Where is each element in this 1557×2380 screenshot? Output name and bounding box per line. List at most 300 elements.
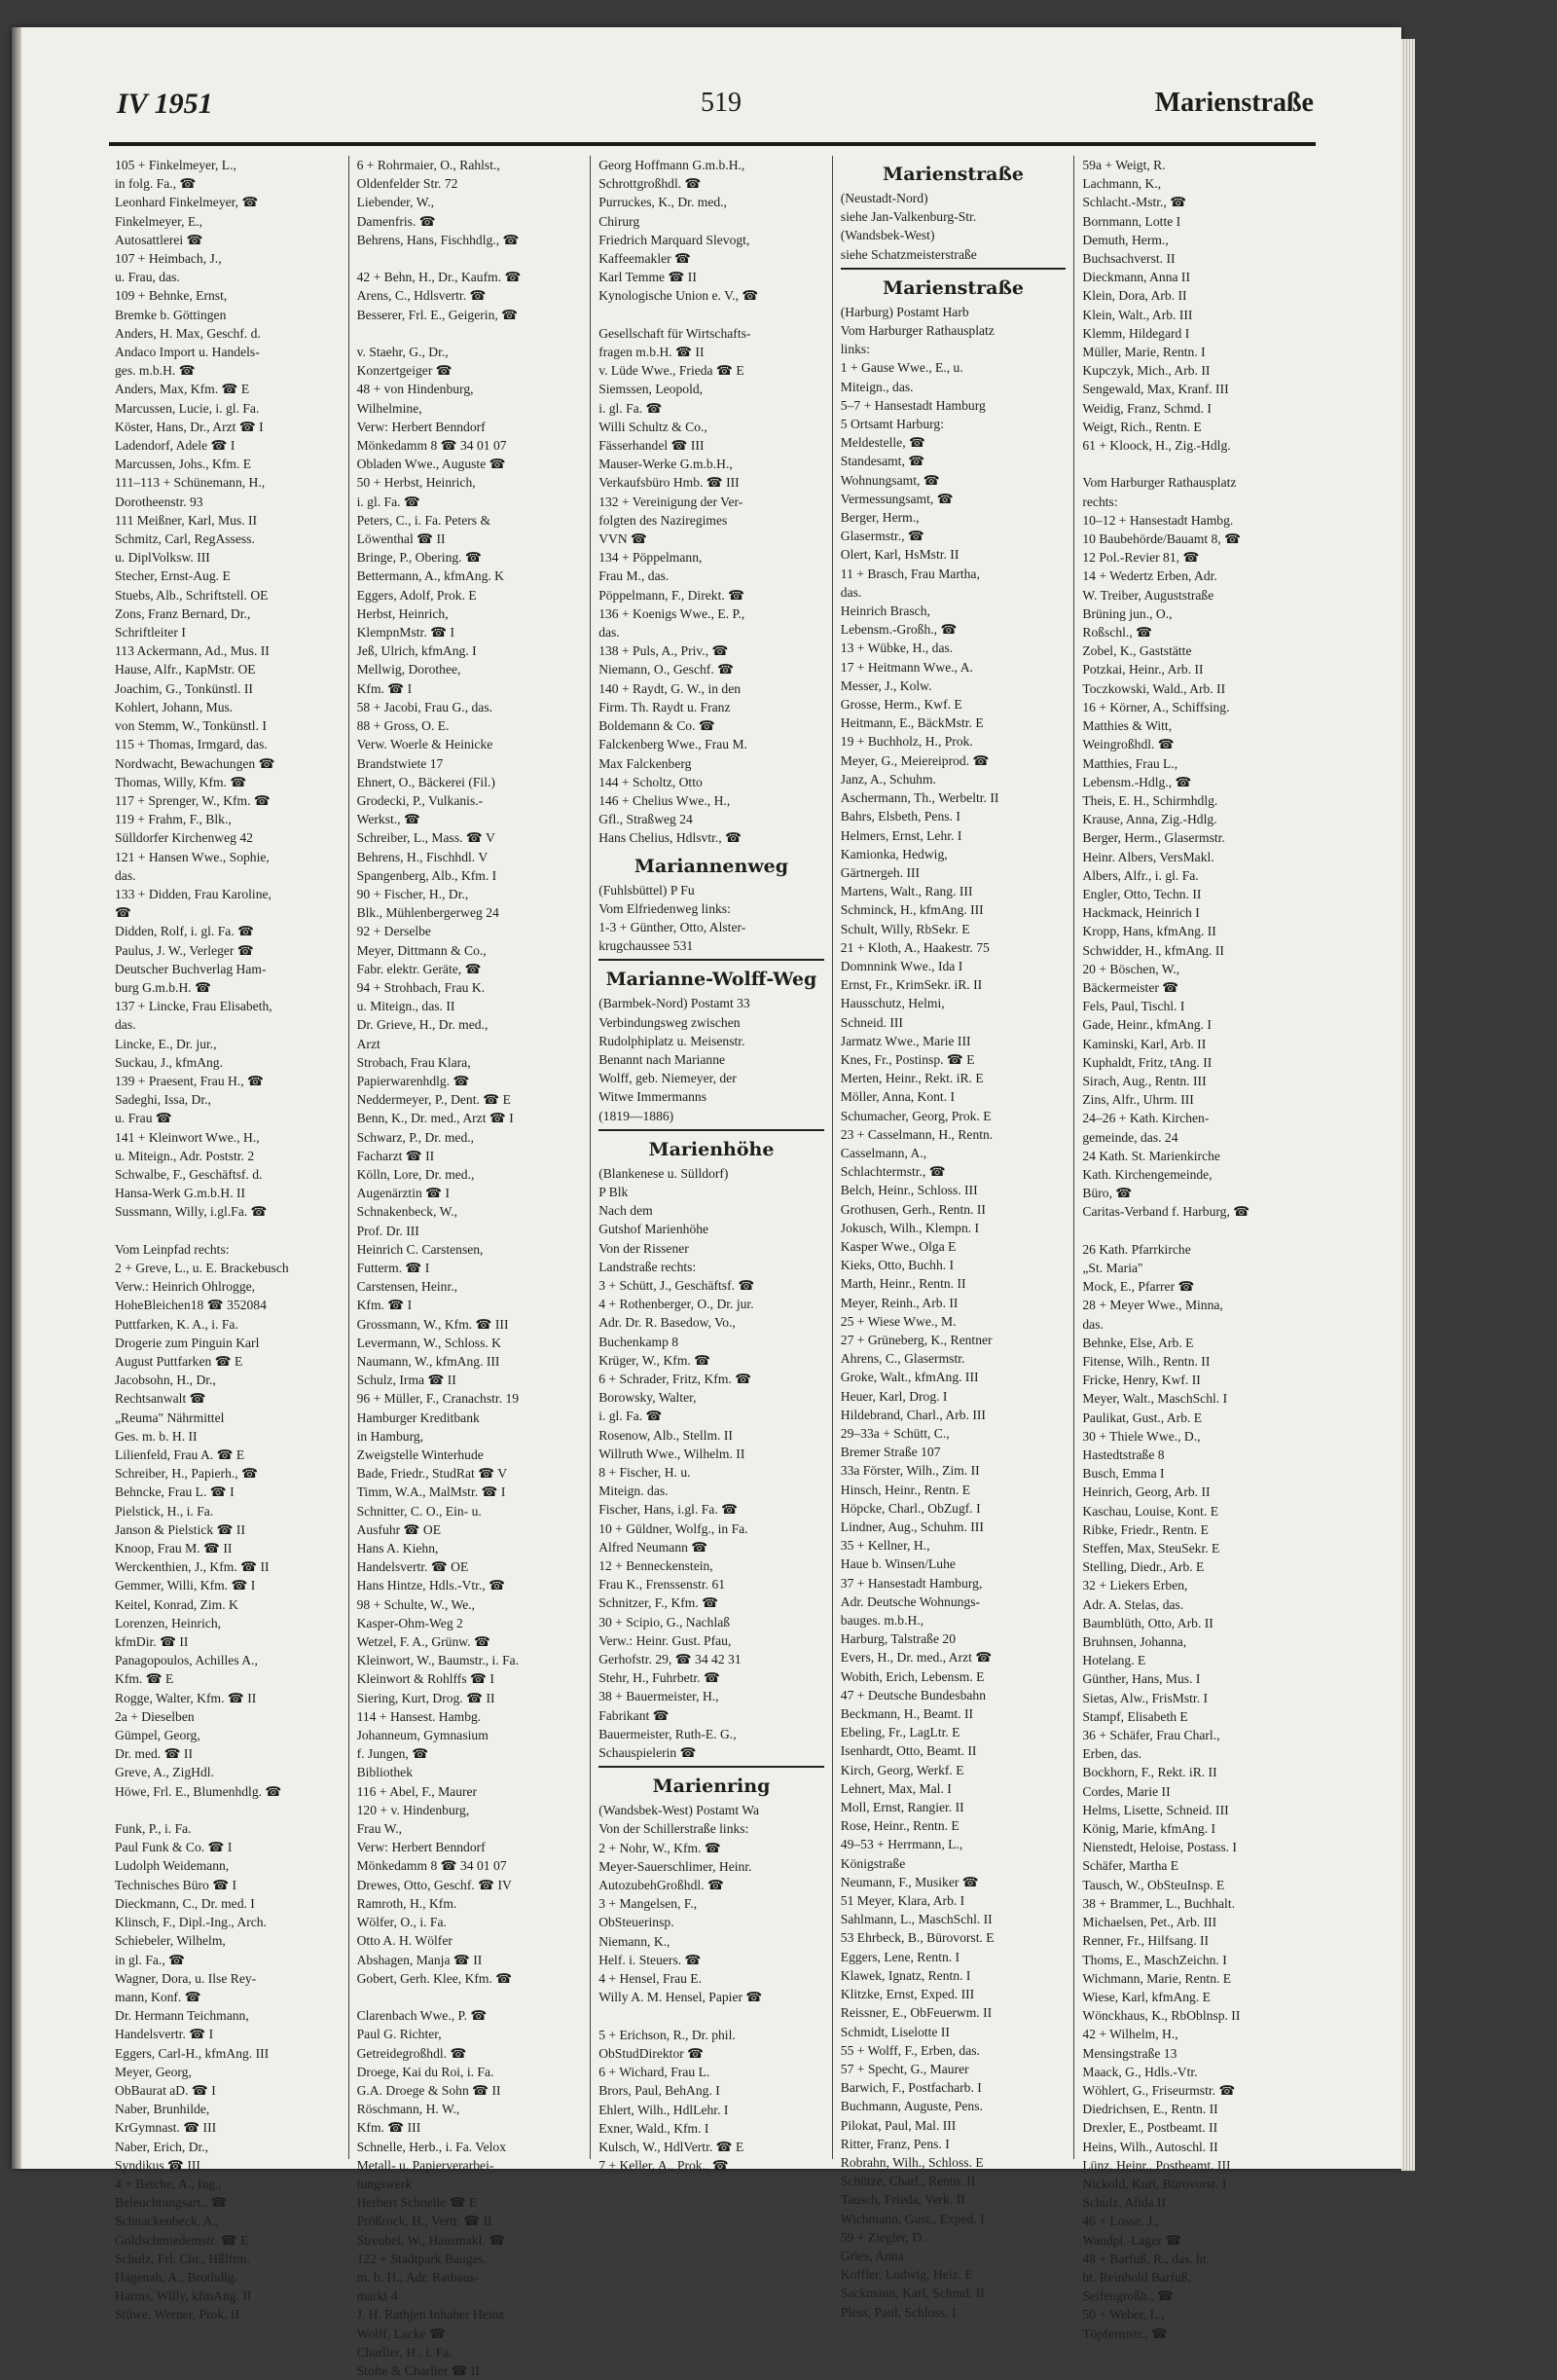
directory-entry: 17 + Heitmann Wwe., A.	[840, 659, 973, 675]
directory-entry: 30 + Scipio, G., Nachlaß	[598, 1614, 731, 1629]
directory-entry: Berger, Herm., Glasermstr.	[1082, 830, 1225, 846]
directory-entry: Papierwarenhdlg. ☎	[356, 1073, 470, 1088]
directory-entry: Max Falckenberg	[598, 755, 692, 771]
directory-entry: Paul Funk & Co. ☎ I	[115, 1840, 233, 1855]
directory-entry: Kfm. ☎ III	[356, 2120, 421, 2136]
directory-entry: 12 Pol.-Revier 81, ☎	[1082, 550, 1200, 566]
directory-entry: Zins, Alfr., Uhrm. III	[1082, 1092, 1194, 1108]
street-heading: Marienhöhe	[648, 1138, 775, 1160]
directory-entry: 23 + Casselmann, H., Rentn.	[840, 1126, 994, 1142]
directory-entry: 115 + Thomas, Irmgard, das.	[115, 737, 268, 752]
directory-entry: Siering, Kurt, Drog. ☎ II	[356, 1690, 495, 1705]
directory-entry: W. Treiber, Auguststraße	[1082, 587, 1214, 603]
directory-entry: Joachim, G., Tonkünstl. II	[115, 680, 253, 696]
directory-entry: 5 + Erichson, R., Dr. phil.	[598, 2027, 736, 2042]
directory-entry: Schiebeler, Wilhelm,	[115, 1933, 226, 1949]
directory-entry: Hansa-Werk G.m.b.H. II	[115, 1186, 246, 1201]
directory-entry: 27 + Grüneberg, K., Rentner	[840, 1332, 993, 1347]
directory-entry: Klein, Dora, Arb. II	[1082, 288, 1187, 304]
column-3	[590, 156, 832, 2174]
directory-entry: Kaffeemakler ☎	[598, 251, 691, 267]
directory-entry: Vom Harburger Rathausplatz	[840, 323, 995, 339]
section-divider	[598, 1129, 824, 1131]
directory-entry: (Harburg) Postamt Harb	[840, 304, 969, 319]
directory-entry: 117 + Sprenger, W., Kfm. ☎	[115, 792, 271, 808]
directory-entry: Adr. A. Stelas, das.	[1082, 1596, 1184, 1612]
directory-entry: Boldemann & Co. ☎	[598, 718, 715, 734]
directory-entry: Schminck, H., kfmAng. III	[840, 902, 984, 918]
directory-entry: 5 Ortsamt Harburg:	[840, 417, 944, 432]
directory-entry: Gade, Heinr., kfmAng. I	[1082, 1017, 1212, 1033]
directory-entry: Bremer Straße 107	[840, 1445, 941, 1460]
directory-entry: Meyer, Georg,	[115, 2064, 192, 2079]
directory-entry: Schmidt, Liselotte II	[840, 2024, 950, 2039]
directory-entry: Steffen, Max, SteuSekr. E	[1082, 1541, 1220, 1556]
directory-entry: Möller, Anna, Kont. I	[840, 1089, 956, 1105]
directory-entry: Berger, Herm.,	[840, 510, 920, 526]
directory-entry: Krüger, W., Kfm. ☎	[598, 1352, 711, 1368]
directory-entry: 33a Förster, Wilh., Zim. II	[840, 1463, 980, 1479]
directory-entry: Tausch, W., ObSteuInsp. E	[1082, 1877, 1225, 1892]
directory-entry: Hamburger Kreditbank	[356, 1410, 480, 1425]
directory-entry: Frau K., Frenssenstr. 61	[598, 1577, 726, 1593]
directory-entry: Facharzt ☎ II	[356, 1148, 435, 1163]
directory-entry: Schlachtermstr., ☎	[840, 1164, 946, 1180]
directory-entry: Kynologische Union e. V., ☎	[598, 288, 759, 304]
directory-entry: Hans Chelius, Hdlsvtr., ☎	[598, 830, 742, 846]
directory-entry: Stecher, Ernst-Aug. E	[115, 568, 231, 584]
directory-entry: Werkst., ☎	[356, 812, 420, 827]
directory-entry: Schulz, Frl. Chr., Hßlftm.	[115, 2251, 250, 2266]
directory-entry: Köster, Hans, Dr., Arzt ☎ I	[115, 419, 264, 434]
directory-entry: Funk, P., i. Fa.	[115, 1821, 192, 1837]
directory-entry: Verw. Woerle & Heinicke	[356, 737, 493, 752]
directory-entry: Schütze, Charl., Rentn. II	[840, 2174, 976, 2189]
street-heading: Marianne-Wolff-Weg	[605, 969, 817, 991]
directory-entry: das.	[840, 584, 862, 600]
directory-entry: 133 + Didden, Frau Karoline,	[115, 886, 272, 901]
directory-entry: Harburg, Talstraße 20	[840, 1631, 956, 1647]
directory-entry: Knoop, Frau M. ☎ II	[115, 1541, 233, 1556]
directory-entry: Schauspielerin ☎	[598, 1745, 697, 1761]
directory-entry: Dr. Hermann Teichmann,	[115, 2008, 249, 2024]
directory-entry: Hackmack, Heinrich I	[1082, 905, 1200, 921]
directory-entry: Hagenah, A., Brothdlg.	[115, 2269, 238, 2285]
directory-entry: Zobel, K., Gaststätte	[1082, 643, 1192, 659]
directory-entry: Bäckermeister ☎	[1082, 979, 1179, 995]
directory-entry: Wandpl.-Lager ☎	[1082, 2232, 1182, 2248]
directory-entry: Dr. Grieve, H., Dr. med.,	[356, 1017, 489, 1033]
directory-entry: Kleinwort, W., Baumstr., i. Fa.	[356, 1653, 520, 1668]
directory-entry: Matthies, Frau L.,	[1082, 755, 1178, 771]
directory-entry: Diedrichsen, E., Rentn. II	[1082, 2102, 1218, 2117]
header-rule	[109, 142, 1316, 146]
directory-entry: Bruhnsen, Johanna,	[1082, 1634, 1187, 1650]
directory-entry: Verw.: Heinrich Ohlrogge,	[115, 1279, 256, 1295]
directory-entry: Pless, Paul, Schloss. I	[840, 2304, 957, 2320]
directory-entry: König, Marie, kfmAng. I	[1082, 1821, 1216, 1837]
directory-entry: Georg Hoffmann G.m.b.H.,	[598, 158, 745, 172]
directory-entry: Neumann, F., Musiker ☎	[840, 1874, 979, 1889]
directory-entry: 49–53 + Herrmann, L.,	[840, 1837, 963, 1852]
directory-entry: Ernst, Fr., KrimSekr. iR. II	[840, 977, 983, 993]
directory-entry: Marcussen, Lucie, i. gl. Fa.	[115, 400, 260, 416]
directory-entry: Verw: Herbert Benndorf	[356, 419, 486, 434]
directory-entry: Borowsky, Walter,	[598, 1390, 697, 1406]
directory-entry: Günther, Hans, Mus. I	[1082, 1671, 1201, 1687]
directory-entry: Marth, Heinr., Rentn. II	[840, 1276, 966, 1292]
directory-entry: Kasper Wwe., Olga E	[840, 1238, 957, 1254]
directory-entry: Heinrich Brasch,	[840, 604, 930, 619]
directory-entry: Hans Hintze, Hdls.-Vtr., ☎	[356, 1578, 506, 1593]
directory-entry: 59 + Ziegler, D.	[840, 2229, 925, 2245]
directory-entry: Pilokat, Paul, Mal. III	[840, 2117, 957, 2133]
directory-entry: Ges. m. b. H. II	[115, 1428, 198, 1444]
directory-entry: Schreiber, H., Papierh., ☎	[115, 1466, 259, 1482]
directory-entry: Eggers, Adolf, Prok. E	[356, 587, 477, 603]
directory-entry: Meyer-Sauerschlimer, Heinr.	[598, 1858, 752, 1874]
directory-entry: Krause, Anna, Zig.-Hdlg.	[1082, 812, 1217, 827]
directory-entry: u. DiplVolksw. III	[115, 550, 210, 566]
directory-entry: Casselmann, A.,	[840, 1145, 927, 1160]
directory-entry: Kfm. ☎ I	[356, 680, 413, 696]
directory-entry: 36 + Schäfer, Frau Charl.,	[1082, 1728, 1220, 1743]
directory-entry: Helmers, Ernst, Lehr. I	[840, 827, 962, 843]
directory-entry: Ritter, Franz, Pens. I	[840, 2136, 950, 2151]
directory-entry: Verw.: Heinr. Gust. Pfau,	[598, 1632, 732, 1648]
directory-entry: Gutshof Marienhöhe	[598, 1222, 709, 1237]
directory-entry: Benn, K., Dr. med., Arzt ☎ I	[356, 1111, 514, 1126]
directory-entry: Bibliothek	[356, 1765, 413, 1780]
directory-entry: Schwidder, H., kfmAng. II	[1082, 942, 1224, 958]
directory-entry: Helms, Lisette, Schneid. III	[1082, 1802, 1229, 1817]
directory-entry: Syndikus ☎ III	[115, 2157, 200, 2173]
directory-entry: Hildebrand, Charl., Arb. III	[840, 1407, 986, 1422]
directory-entry: Frau M., das.	[598, 568, 670, 584]
directory-entry: Wolff, Lacke ☎	[356, 2325, 447, 2341]
directory-entry: (Wandsbek-West)	[840, 228, 935, 243]
directory-entry: Hotelang. E	[1082, 1653, 1146, 1668]
directory-entry: Gfl., Straßweg 24	[598, 812, 693, 827]
directory-entry: 50 + Weber, L.,	[1082, 2307, 1165, 2323]
directory-entry: Aschermann, Th., Werbeltr. II	[840, 790, 999, 806]
directory-entry: P Blk	[598, 1184, 629, 1199]
column-2	[348, 156, 591, 2378]
directory-entry: Jokusch, Wilh., Klempn. I	[840, 1220, 980, 1235]
directory-entry: 42 + Behn, H., Dr., Kaufm. ☎	[356, 270, 522, 285]
directory-entry: 136 + Koenigs Wwe., E. P.,	[598, 605, 745, 621]
directory-entry: VVN ☎	[598, 531, 647, 547]
directory-entry: rechts:	[1082, 494, 1118, 509]
directory-entry: Charlier, H., i. Fa.	[356, 2344, 453, 2360]
directory-entry: Schwalbe, F., Geschäftsf. d.	[115, 1166, 263, 1182]
column-5	[1073, 156, 1316, 2341]
directory-entry: ObSteuerinsp.	[598, 1915, 674, 1930]
directory-entry: f. Jungen, ☎	[356, 1746, 429, 1762]
directory-entry: Theis, E. H., Schirmhdlg.	[1082, 792, 1218, 808]
directory-entry: 29–33a + Schütt, C.,	[840, 1426, 950, 1441]
directory-entry: (Fuhlsbüttel) P Fu	[598, 882, 695, 897]
directory-entry: Meyer, G., Meiereiprod. ☎	[840, 752, 990, 768]
directory-entry: Knes, Fr., Postinsp. ☎ E	[840, 1051, 975, 1067]
directory-entry: 61 + Kloock, H., Zig.-Hdlg.	[1082, 438, 1231, 454]
directory-entry: (Neustadt-Nord)	[840, 191, 928, 205]
directory-entry: bauges. m.b.H.,	[840, 1613, 924, 1629]
directory-entry: Lincke, E., Dr. jur.,	[115, 1036, 217, 1051]
directory-entry: Stolte & Charlier ☎ II	[356, 2362, 481, 2378]
directory-entry: Fricke, Henry, Kwf. II	[1082, 1373, 1201, 1388]
directory-entry: 109 + Behnke, Ernst,	[115, 288, 228, 304]
directory-entry: Schlacht.-Mstr., ☎	[1082, 195, 1187, 210]
directory-entry: Wobith, Erich, Lebensm. E	[840, 1668, 985, 1684]
directory-entry: Koffler, Ludwig, Heiz. E	[840, 2267, 973, 2283]
directory-entry: Gerhofstr. 29, ☎ 34 42 31	[598, 1652, 742, 1667]
directory-entry: Eggers, Lene, Rentn. I	[840, 1949, 960, 1964]
directory-entry: 92 + Derselbe	[356, 924, 431, 939]
directory-entry: 2a + Dieselben	[115, 1708, 195, 1724]
directory-entry: ht. Reinhold Barfuß,	[1082, 2269, 1192, 2285]
directory-entry: 111–113 + Schünemann, H.,	[115, 475, 266, 491]
directory-entry: Martens, Walt., Rang. III	[840, 884, 973, 899]
directory-entry: Busch, Emma I	[1082, 1466, 1165, 1482]
directory-entry: Schreiber, L., Mass. ☎ V	[356, 830, 495, 846]
directory-entry: Nach dem	[598, 1203, 653, 1219]
directory-entry: Getreidegroßhdl. ☎	[356, 2045, 467, 2061]
directory-entry: 24–26 + Kath. Kirchen-	[1082, 1111, 1210, 1126]
directory-entry: Leonhard Finkelmeyer, ☎	[115, 195, 259, 210]
book-spine	[12, 27, 21, 2169]
directory-entry: Evers, H., Dr. med., Arzt ☎	[840, 1650, 993, 1666]
directory-entry: Tausch, Frieda, Verk. II	[840, 2192, 965, 2208]
directory-entry: Wichmann, Gust., Exped. I	[840, 2211, 985, 2226]
directory-entry: Mönkedamm 8 ☎ 34 01 07	[356, 438, 507, 454]
directory-entry: 46 + Losse, J.,	[1082, 2214, 1160, 2229]
directory-entry: Weidig, Franz, Schmd. I	[1082, 400, 1212, 416]
directory-entry: Behnke, Else, Arb. E	[1082, 1335, 1194, 1350]
directory-entry: Kaschau, Louise, Kont. E	[1082, 1503, 1219, 1519]
directory-entry: Brandstwiete 17	[356, 755, 444, 771]
directory-entry: (Wandsbek-West) Postamt Wa	[598, 1803, 760, 1818]
directory-entry: Paul G. Richter,	[356, 2027, 442, 2042]
directory-columns	[107, 156, 1316, 2378]
directory-entry: Potzkai, Heinr., Arb. II	[1082, 662, 1204, 677]
directory-entry: Grodecki, P., Vulkanis.-	[356, 792, 484, 808]
directory-entry: Thoms, E., MaschZeichn. I	[1082, 1952, 1227, 1967]
directory-entry: Standesamt, ☎	[840, 454, 925, 469]
directory-entry: gemeinde, das. 24	[1082, 1129, 1178, 1145]
directory-entry: Verkaufsbüro Hmb. ☎ III	[598, 475, 740, 491]
directory-entry	[115, 1222, 341, 1240]
directory-entry: in folg. Fa., ☎	[115, 176, 197, 192]
directory-entry: Behrens, Hans, Fischhdlg., ☎	[356, 232, 520, 247]
directory-entry: Kamionka, Hedwig,	[840, 846, 948, 861]
directory-entry: 24 Kath. St. Marienkirche	[1082, 1148, 1220, 1163]
directory-entry	[357, 324, 583, 343]
directory-entry: Müller, Marie, Rentn. I	[1082, 345, 1206, 360]
directory-entry: Lorenzen, Heinrich,	[115, 1615, 222, 1630]
directory-entry: Kieks, Otto, Buchh. I	[840, 1258, 955, 1273]
directory-entry: Janson & Pielstick ☎ II	[115, 1521, 245, 1537]
directory-entry: 59a + Weigt, R.	[1082, 158, 1166, 172]
directory-entry: Barwich, F., Postfacharb. I	[840, 2080, 982, 2096]
directory-entry: Drexler, E., Postbeamt. II	[1082, 2120, 1218, 2136]
directory-entry: i. gl. Fa. ☎	[598, 1409, 663, 1424]
directory-entry: Heinr. Albers, VersMakl.	[1082, 849, 1214, 864]
directory-entry: Sadeghi, Issa, Dr.,	[115, 1092, 211, 1108]
directory-entry: Pöppelmann, F., Direkt. ☎	[598, 587, 745, 603]
column-1	[107, 156, 348, 2323]
directory-entry: 53 Ehrbeck, B., Bürovorst. E	[840, 1930, 995, 1946]
directory-entry: Bahrs, Elsbeth, Pens. I	[840, 809, 960, 824]
directory-entry: 38 + Brammer, L., Buchhalt.	[1082, 1895, 1235, 1911]
directory-entry: Domnnink Wwe., Ida I	[840, 958, 963, 973]
directory-entry: Lebensm.-Großh., ☎	[840, 622, 958, 638]
directory-entry: Messer, J., Kolw.	[840, 677, 932, 693]
directory-entry: markt 4	[356, 2288, 398, 2304]
directory-entry: 119 + Frahm, F., Blk.,	[115, 812, 232, 827]
directory-entry: Zons, Franz Bernard, Dr.,	[115, 605, 251, 621]
directory-entry: Mellwig, Dorothee,	[356, 662, 461, 677]
directory-entry: Firm. Th. Raydt u. Franz	[598, 699, 731, 714]
directory-entry: 57 + Specht, G., Maurer	[840, 2061, 969, 2076]
directory-entry: Moll, Ernst, Rangier. II	[840, 1800, 964, 1815]
directory-entry: Kuphaldt, Fritz, tAng. II	[1082, 1054, 1213, 1070]
directory-entry: Buchsachverst. II	[1082, 251, 1176, 267]
directory-entry: v. Staehr, G., Dr.,	[356, 345, 449, 360]
directory-entry: Kfm. ☎ E	[115, 1671, 174, 1687]
page-edges	[1401, 39, 1415, 2171]
directory-entry: Rogge, Walter, Kfm. ☎ II	[115, 1690, 257, 1705]
directory-entry: Bockhorn, F., Rekt. iR. II	[1082, 1765, 1217, 1780]
directory-entry: HoheBleichen18 ☎ 352084	[115, 1298, 267, 1313]
directory-entry: Abshagen, Manja ☎ II	[356, 1952, 483, 1967]
directory-entry: Sackmann, Karl, Schmd. II	[840, 2286, 985, 2301]
directory-entry: Jarmatz Wwe., Marie III	[840, 1033, 971, 1048]
directory-entry: 14 + Wedertz Erben, Adr.	[1082, 568, 1217, 584]
directory-entry: Blk., Mühlenbergerweg 24	[356, 905, 499, 921]
directory-entry: Ahrens, C., Glasermstr.	[840, 1351, 965, 1367]
directory-entry: 11 + Brasch, Frau Martha,	[840, 566, 980, 581]
directory-entry: Vermessungsamt, ☎	[840, 491, 954, 506]
column-4	[832, 156, 1074, 2320]
directory-entry: Gümpel, Georg,	[115, 1728, 200, 1743]
directory-entry: Kulsch, W., HdlVertr. ☎ E	[598, 2139, 744, 2154]
directory-entry: von Stemm, W., Tonkünstl. I	[115, 718, 267, 734]
directory-entry: Sülldorfer Kirchenweg 42	[115, 830, 253, 846]
directory-entry: 26 Kath. Pfarrkirche	[1082, 1241, 1191, 1257]
directory-entry: Gries, Anna	[840, 2248, 904, 2263]
directory-entry: Autosattlerei ☎	[115, 232, 203, 247]
directory-entry: Höwe, Frl. E., Blumenhdlg. ☎	[115, 1783, 282, 1799]
directory-entry: fragen m.b.H. ☎ II	[598, 345, 705, 360]
directory-entry: Verw: Herbert Benndorf	[356, 1840, 486, 1855]
directory-entry: Vom Harburger Rathausplatz	[1082, 475, 1237, 491]
directory-entry: Beleuchtungsart., ☎	[115, 2195, 228, 2211]
directory-entry: Ribke, Friedr., Rentn. E	[1082, 1521, 1209, 1537]
directory-entry: Didden, Rolf, i. gl. Fa. ☎	[115, 924, 255, 939]
directory-entry: Ladendorf, Adele ☎ I	[115, 438, 235, 454]
directory-entry: Hinsch, Heinr., Rentn. E	[840, 1482, 971, 1497]
directory-entry: Schult, Willy, RbSekr. E	[840, 921, 970, 936]
street-heading: Marienring	[652, 1776, 771, 1798]
directory-entry: 13 + Wübke, H., das.	[840, 641, 954, 656]
directory-entry: (Barmbek-Nord) Postamt 33	[598, 996, 750, 1011]
directory-entry: Toczkowski, Wald., Arb. II	[1082, 680, 1226, 696]
directory-entry: 12 + Benneckenstein,	[598, 1558, 713, 1574]
directory-entry: i. gl. Fa. ☎	[598, 400, 663, 416]
directory-entry: Löwenthal ☎ II	[356, 531, 446, 547]
directory-entry: das.	[115, 867, 136, 883]
directory-entry: Herbert Schnelle ☎ E	[356, 2195, 478, 2211]
directory-entry: Hans A. Kiehn,	[356, 1541, 439, 1556]
directory-entry: Meyer, Reinh., Arb. II	[840, 1295, 959, 1310]
directory-entry: Liebender, W.,	[356, 195, 435, 210]
directory-entry: 55 + Wolff, F., Erben, das.	[840, 2042, 980, 2058]
directory-entry: Fischer, Hans, i.gl. Fa. ☎	[598, 1502, 739, 1518]
directory-entry: Thomas, Willy, Kfm. ☎	[115, 774, 247, 789]
directory-entry: u. Miteign., Adr. Poststr. 2	[115, 1148, 255, 1163]
directory-entry: Grossmann, W., Kfm. ☎ III	[356, 1316, 509, 1332]
directory-entry: Renner, Fr., Hilfsang. II	[1082, 1933, 1210, 1949]
directory-entry: Besserer, Frl. E., Geigerin, ☎	[356, 307, 519, 322]
directory-entry: Handelsvertr. ☎ OE	[356, 1559, 469, 1575]
directory-entry: Neddermeyer, P., Dent. ☎ E	[356, 1092, 511, 1108]
directory-entry: Demuth, Herm.,	[1082, 232, 1169, 247]
directory-entry: 25 + Wiese Wwe., M.	[840, 1313, 957, 1329]
directory-entry: Isenhardt, Otto, Beamt. II	[840, 1743, 977, 1759]
directory-entry: Sahlmann, L., MaschSchl. II	[840, 1912, 993, 1927]
directory-entry: Niemann, K.,	[598, 1933, 670, 1949]
directory-entry: burg G.m.b.H. ☎	[115, 979, 211, 995]
directory-entry: Marcussen, Johs., Kfm. E	[115, 457, 252, 472]
directory-entry: Weingroßhdl. ☎	[1082, 737, 1175, 752]
directory-entry: Fabr. elektr. Geräte, ☎	[356, 961, 482, 976]
directory-entry: in gl. Fa., ☎	[115, 1952, 186, 1967]
directory-entry: 3 + Schütt, J., Geschäftsf. ☎	[598, 1277, 755, 1293]
directory-entry: 2 + Nohr, W., Kfm. ☎	[598, 1840, 721, 1855]
directory-entry: J. H. Rathjen Inhaber Heinz	[356, 2307, 505, 2323]
directory-entry: Schneid. III	[840, 1014, 903, 1030]
directory-entry: Groke, Walt., kfmAng. III	[840, 1370, 979, 1385]
directory-entry: Kath. Kirchengemeinde,	[1082, 1166, 1213, 1182]
directory-entry: Lachmann, K.,	[1082, 176, 1162, 192]
directory-entry: Ehlert, Wilh., HdlLehr. I	[598, 2102, 729, 2117]
directory-entry: 48 + von Hindenburg,	[356, 382, 474, 397]
directory-entry: KrGymnast. ☎ III	[115, 2120, 217, 2136]
directory-entry: Mönkedamm 8 ☎ 34 01 07	[356, 1858, 507, 1874]
directory-entry: Brüning jun., O.,	[1082, 605, 1173, 621]
directory-entry: siehe Schatzmeisterstraße	[840, 246, 977, 262]
directory-entry: Wiese, Karl, kfmAng. E	[1082, 1989, 1211, 2004]
directory-entry: 113 Ackermann, Ad., Mus. II	[115, 643, 270, 659]
directory-entry: Willruth Wwe., Wilhelm. II	[598, 1446, 745, 1461]
directory-entry: 122 + Stadtpark Bauges.	[356, 2251, 488, 2266]
directory-entry: Kölln, Lore, Dr. med.,	[356, 1166, 475, 1182]
directory-entry: mann, Konf. ☎	[115, 1989, 201, 2004]
directory-entry: 32 + Liekers Erben,	[1082, 1578, 1188, 1593]
directory-entry: Cordes, Marie II	[1082, 1783, 1171, 1799]
directory-entry: Sussmann, Willy, i.gl.Fa. ☎	[115, 1204, 268, 1220]
directory-entry: Grothusen, Gerh., Rentn. II	[840, 1201, 986, 1217]
directory-entry: „St. Maria"	[1082, 1260, 1143, 1275]
directory-entry: 96 + Müller, F., Cranachstr. 19	[356, 1391, 520, 1407]
directory-entry: Mock, E., Pfarrer ☎	[1082, 1279, 1195, 1295]
directory-entry: Schumacher, Georg, Prok. E	[840, 1108, 992, 1123]
directory-entry: 138 + Puls, A., Priv., ☎	[598, 643, 729, 659]
directory-entry: krugchaussee 531	[598, 938, 694, 954]
directory-entry: 37 + Hansestadt Hamburg,	[840, 1575, 983, 1591]
directory-entry: Lehnert, Max, Mal. I	[840, 1780, 952, 1796]
